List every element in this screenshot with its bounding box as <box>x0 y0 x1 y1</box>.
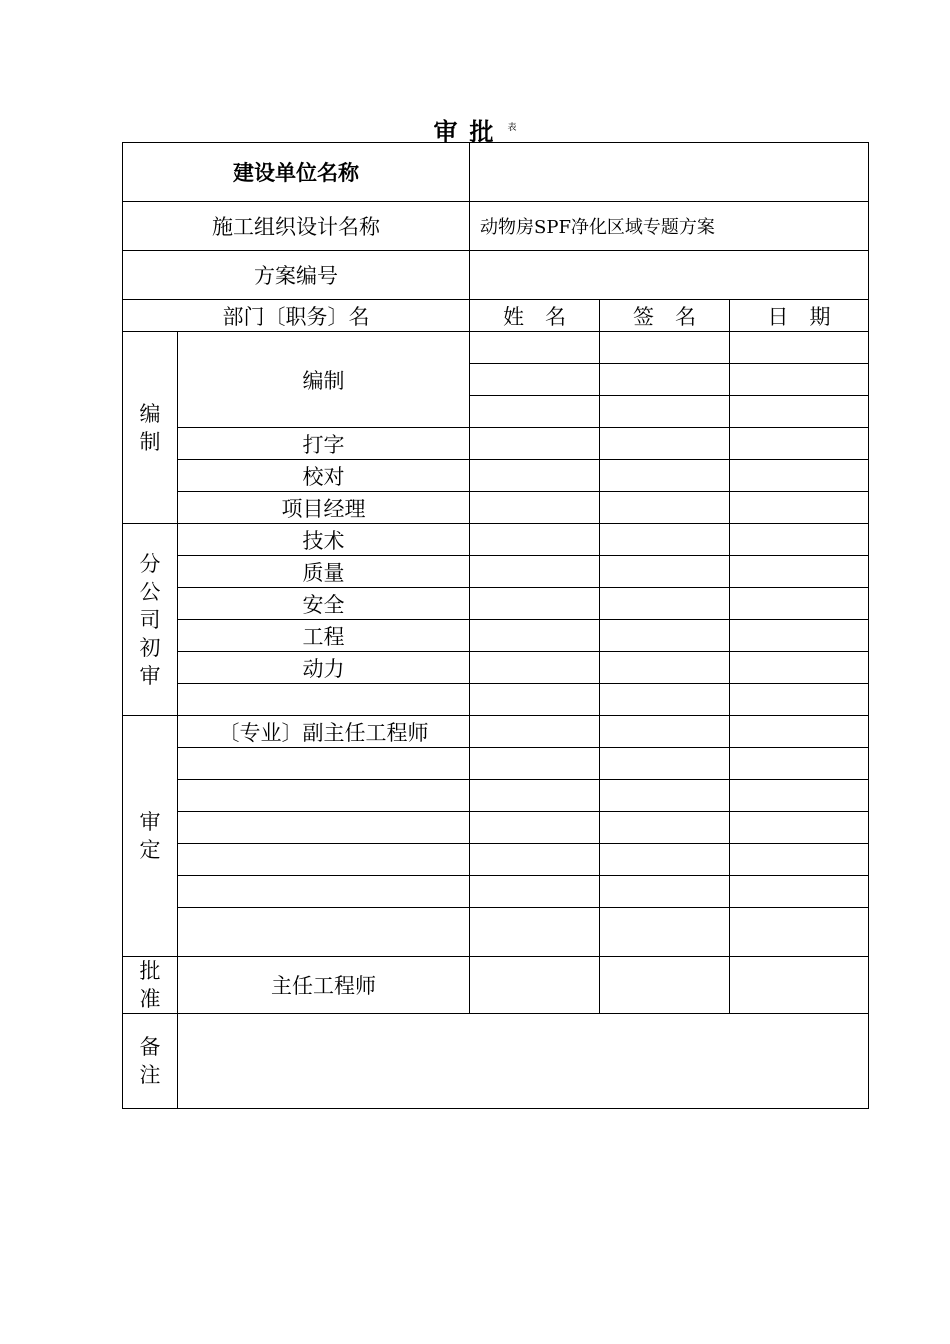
name-cell[interactable] <box>470 844 600 876</box>
form-title-suffix: 表 <box>507 123 517 133</box>
name-cell[interactable] <box>470 332 600 364</box>
sign-cell[interactable] <box>600 556 730 588</box>
approval-table <box>122 142 869 1109</box>
sign-cell[interactable] <box>600 524 730 556</box>
sign-cell[interactable] <box>600 460 730 492</box>
date-cell[interactable] <box>730 812 869 844</box>
header-sign: 签 名 <box>600 300 730 332</box>
name-cell[interactable] <box>470 652 600 684</box>
group-label-review: 审 定 <box>123 716 178 957</box>
sign-cell[interactable] <box>600 332 730 364</box>
role-technical: 技术 <box>178 524 470 556</box>
name-cell[interactable] <box>470 364 600 396</box>
role-cell-empty[interactable] <box>178 812 470 844</box>
date-cell[interactable] <box>730 524 869 556</box>
name-cell[interactable] <box>470 460 600 492</box>
sign-cell[interactable] <box>600 748 730 780</box>
name-cell[interactable] <box>470 876 600 908</box>
role-cell-empty[interactable] <box>178 684 470 716</box>
sign-cell[interactable] <box>600 364 730 396</box>
date-cell[interactable] <box>730 460 869 492</box>
sign-cell[interactable] <box>600 908 730 957</box>
sign-cell[interactable] <box>600 844 730 876</box>
name-cell[interactable] <box>470 396 600 428</box>
design-name-label: 施工组织设计名称 <box>123 202 470 251</box>
date-cell[interactable] <box>730 588 869 620</box>
role-typing: 打字 <box>178 428 470 460</box>
date-cell[interactable] <box>730 748 869 780</box>
role-power: 动力 <box>178 652 470 684</box>
role-compile: 编制 <box>178 332 470 428</box>
role-cell-empty[interactable] <box>178 876 470 908</box>
role-safety: 安全 <box>178 588 470 620</box>
date-cell[interactable] <box>730 844 869 876</box>
date-cell[interactable] <box>730 908 869 957</box>
name-cell[interactable] <box>470 492 600 524</box>
role-deputy-chief-engineer: 〔专业〕副主任工程师 <box>178 716 470 748</box>
name-cell[interactable] <box>470 620 600 652</box>
role-cell-empty[interactable] <box>178 780 470 812</box>
sign-cell[interactable] <box>600 876 730 908</box>
name-cell[interactable] <box>470 957 600 1014</box>
name-cell[interactable] <box>470 716 600 748</box>
date-cell[interactable] <box>730 396 869 428</box>
group-label-compile: 编 制 <box>123 332 178 524</box>
plan-no-label: 方案编号 <box>123 251 470 300</box>
role-engineering: 工程 <box>178 620 470 652</box>
role-proofread: 校对 <box>178 460 470 492</box>
name-cell[interactable] <box>470 812 600 844</box>
date-cell[interactable] <box>730 716 869 748</box>
role-cell-empty[interactable] <box>178 748 470 780</box>
group-label-approve: 批 准 <box>123 957 178 1014</box>
role-quality: 质量 <box>178 556 470 588</box>
date-cell[interactable] <box>730 957 869 1014</box>
unit-name-label: 建设单位名称 <box>123 143 470 202</box>
date-cell[interactable] <box>730 780 869 812</box>
sign-cell[interactable] <box>600 428 730 460</box>
header-dept: 部门〔职务〕名 <box>123 300 470 332</box>
date-cell[interactable] <box>730 876 869 908</box>
header-date: 日 期 <box>730 300 869 332</box>
design-name-value[interactable]: 动物房SPF净化区域专题方案 <box>470 202 869 251</box>
date-cell[interactable] <box>730 492 869 524</box>
name-cell[interactable] <box>470 684 600 716</box>
date-cell[interactable] <box>730 556 869 588</box>
role-cell-empty[interactable] <box>178 844 470 876</box>
role-project-manager: 项目经理 <box>178 492 470 524</box>
sign-cell[interactable] <box>600 620 730 652</box>
name-cell[interactable] <box>470 908 600 957</box>
name-cell[interactable] <box>470 780 600 812</box>
name-cell[interactable] <box>470 588 600 620</box>
sign-cell[interactable] <box>600 588 730 620</box>
sign-cell[interactable] <box>600 957 730 1014</box>
group-label-branch: 分 公 司 初 审 <box>123 524 178 716</box>
sign-cell[interactable] <box>600 492 730 524</box>
role-chief-engineer: 主任工程师 <box>178 957 470 1014</box>
name-cell[interactable] <box>470 428 600 460</box>
form-title-main: 审批 <box>433 118 506 146</box>
sign-cell[interactable] <box>600 652 730 684</box>
date-cell[interactable] <box>730 620 869 652</box>
name-cell[interactable] <box>470 524 600 556</box>
sign-cell[interactable] <box>600 684 730 716</box>
date-cell[interactable] <box>730 684 869 716</box>
remarks-value[interactable] <box>178 1014 869 1109</box>
date-cell[interactable] <box>730 364 869 396</box>
name-cell[interactable] <box>470 748 600 780</box>
header-name: 姓 名 <box>470 300 600 332</box>
sign-cell[interactable] <box>600 396 730 428</box>
group-label-remarks: 备 注 <box>123 1014 178 1109</box>
sign-cell[interactable] <box>600 780 730 812</box>
unit-name-value[interactable] <box>470 143 869 202</box>
date-cell[interactable] <box>730 332 869 364</box>
name-cell[interactable] <box>470 556 600 588</box>
sign-cell[interactable] <box>600 716 730 748</box>
date-cell[interactable] <box>730 428 869 460</box>
plan-no-value[interactable] <box>470 251 869 300</box>
role-cell-empty[interactable] <box>178 908 470 957</box>
date-cell[interactable] <box>730 652 869 684</box>
sign-cell[interactable] <box>600 812 730 844</box>
